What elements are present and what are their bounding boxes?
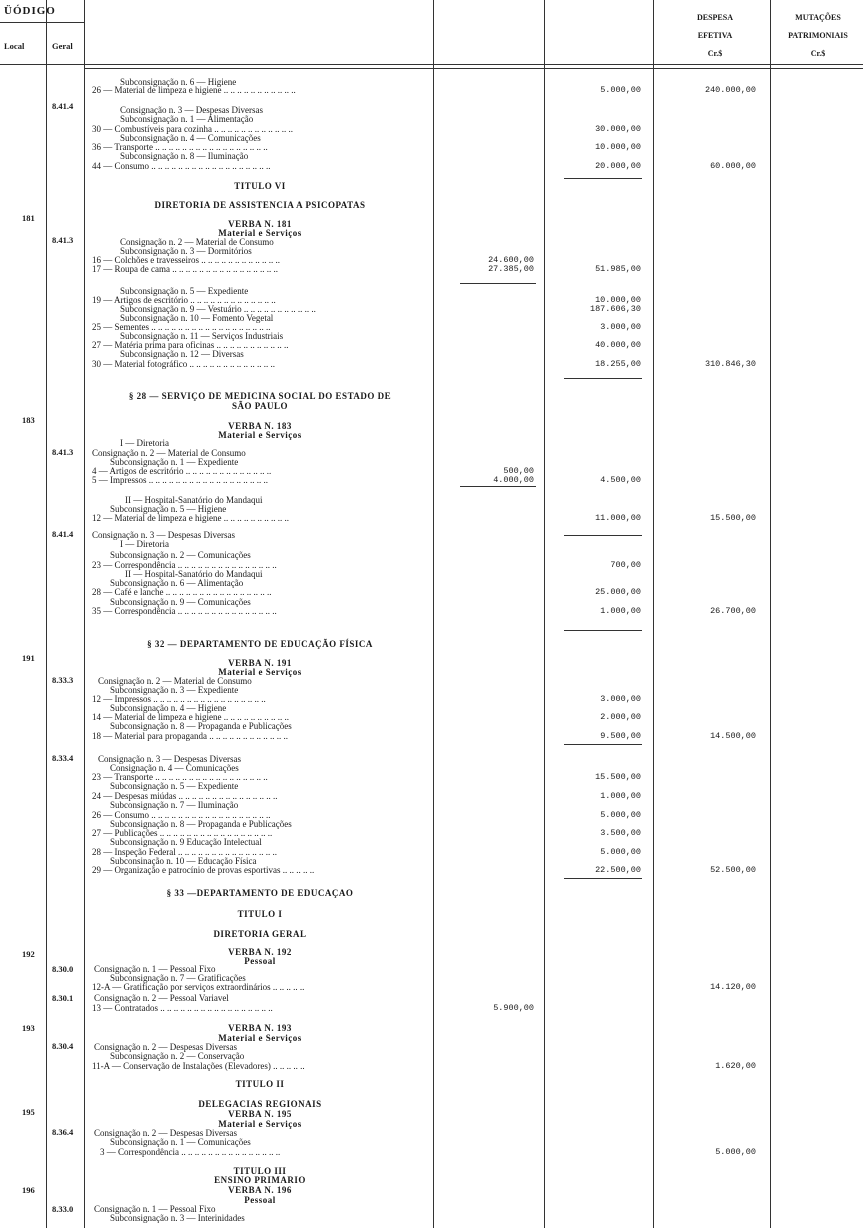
ledger-line: Consignação n. 2 — Material de Consumo xyxy=(92,448,246,458)
ledger-line: 23 — Transporte .. .. .. .. .. .. .. .. .. .. .. .. .. .. .. .. .. xyxy=(92,772,268,782)
geral-code: 8.33.0 xyxy=(52,1204,74,1214)
ledger-line: II — Hospital-Sanatório do Mandaqui xyxy=(125,569,263,579)
section-title: § 32 — DEPARTAMENTO DE EDUCAÇÃO FÍSICA xyxy=(147,639,373,649)
section-title: § 28 — SERVIÇO DE MEDICINA SOCIAL DO ESTADO DE xyxy=(128,391,392,401)
amount-col2: 3.000,00 xyxy=(600,694,641,704)
rule-col3-col4 xyxy=(770,0,771,1228)
header-mut-2: PATRIMONIAIS xyxy=(788,31,848,40)
ledger-line: II — Hospital-Sanatório do Mandaqui xyxy=(125,495,263,505)
section-title: Material e Serviços xyxy=(218,228,302,238)
ledger-line: Subconsignação n. 1 — Expediente xyxy=(110,457,239,467)
ledger-line: Consignação n. 1 — Pessoal Fixo xyxy=(94,964,216,974)
amount-col2: 3.500,00 xyxy=(600,828,641,838)
header-despesa-1: DESPESA xyxy=(696,13,733,22)
sum-line xyxy=(564,744,642,745)
section-title: ENSINO PRIMARIO xyxy=(214,1175,306,1185)
header-geral: Geral xyxy=(52,41,73,51)
header-local: Local xyxy=(4,41,25,51)
ledger-line: Subconsignação n. 5 — Expediente xyxy=(120,286,249,296)
amount-col1: 27.385,00 xyxy=(488,264,534,274)
rule-col1-col2 xyxy=(544,0,545,1228)
sum-line xyxy=(564,878,642,879)
section-title: DELEGACIAS REGIONAIS xyxy=(198,1099,322,1109)
section-title: VERBA N. 193 xyxy=(228,1023,292,1033)
ledger-line: 11-A — Conservação de Instalações (Elevadores) .. .. .. .. .. xyxy=(92,1061,305,1071)
ledger-line: Subconsignação n. 10 — Fomento Vegetal xyxy=(120,313,274,323)
header-codigo: ÜÓDIGO xyxy=(4,5,56,17)
amount-col2: 1.000,00 xyxy=(600,791,641,801)
ledger-line: 26 — Material de limpeza e higiene .. .. .. .. .. .. .. .. .. .. .. xyxy=(92,85,296,95)
header-bottom-rule-2 xyxy=(84,68,863,69)
section-title: Material e Serviços xyxy=(218,1119,302,1129)
section-title: VERBA N. 181 xyxy=(228,219,292,229)
geral-code: 8.41.3 xyxy=(52,447,74,457)
section-title: VERBA N. 192 xyxy=(228,947,292,957)
geral-code: 8.30.4 xyxy=(52,1041,74,1051)
sum-line xyxy=(564,178,642,179)
amount-col3: 52.500,00 xyxy=(710,865,756,875)
ledger-line: 3 — Correspondência .. .. .. .. .. .. .. .. .. .. .. .. .. .. .. xyxy=(100,1147,281,1157)
amount-col3: 14.500,00 xyxy=(710,731,756,741)
geral-code: 8.36.4 xyxy=(52,1127,74,1137)
header-top-rule xyxy=(0,22,84,23)
ledger-line: 14 — Material de limpeza e higiene .. .. .. .. .. .. .. .. .. .. xyxy=(92,712,289,722)
geral-code: 8.33.4 xyxy=(52,753,74,763)
ledger-line: I — Diretoria xyxy=(120,438,169,448)
header-despesa-3: Cr.$ xyxy=(707,49,723,58)
amount-col2: 10.000,00 xyxy=(595,142,641,152)
ledger-line: 23 — Correspondência .. .. .. .. .. .. .. .. .. .. .. .. .. .. .. xyxy=(92,560,277,570)
ledger-line: 5 — Impressos .. .. .. .. .. .. .. .. .. .. .. .. .. .. .. .. .. .. xyxy=(92,475,268,485)
amount-col2: 51.985,00 xyxy=(595,264,641,274)
ledger-line: Subconsignação n. 1 — Comunicações xyxy=(110,1137,251,1147)
ledger-line: Consignação n. 3 — Despesas Diversas xyxy=(120,105,263,115)
amount-col3: 240.000,00 xyxy=(704,85,756,95)
rule-text-col1 xyxy=(433,0,434,1228)
ledger-line: 28 — Café e lanche .. .. .. .. .. .. .. .. .. .. .. .. .. .. .. .. xyxy=(92,587,272,597)
ledger-line: 12 — Material de limpeza e higiene .. .. .. .. .. .. .. .. .. .. xyxy=(92,513,289,523)
local-code: 195 xyxy=(22,1107,35,1117)
sum-line xyxy=(564,630,642,631)
ledger-line: Consignação n. 4 — Comunicações xyxy=(110,763,239,773)
ledger-line: I — Diretoria xyxy=(120,539,169,549)
amount-col2: 700,00 xyxy=(610,560,641,570)
amount-col2: 1.000,00 xyxy=(600,606,641,616)
amount-col1: 24.600,00 xyxy=(488,255,534,265)
local-code: 191 xyxy=(22,653,35,663)
amount-col2: 22.500,00 xyxy=(595,865,641,875)
amount-col2: 10.000,00 xyxy=(595,295,641,305)
ledger-line: 35 — Correspondência .. .. .. .. .. .. .. .. .. .. .. .. .. .. .. xyxy=(92,606,277,616)
ledger-line: 25 — Sementes .. .. .. .. .. .. .. .. .. .. .. .. .. .. .. .. .. .. xyxy=(92,322,271,332)
amount-col2: 2.000,00 xyxy=(600,712,641,722)
ledger-line: Subconsignação n. 12 — Diversas xyxy=(120,349,244,359)
section-title: Pessoal xyxy=(244,956,276,966)
section-title: Material e Serviços xyxy=(218,430,302,440)
amount-col3: 14.120,00 xyxy=(710,982,756,992)
section-title: Pessoal xyxy=(244,1195,276,1205)
amount-col2: 15.500,00 xyxy=(595,772,641,782)
ledger-line: Subconsignação n. 2 — Comunicações xyxy=(110,550,251,560)
ledger-line: Consignação n. 2 — Material de Consumo xyxy=(98,676,252,686)
amount-col3: 1.620,00 xyxy=(715,1061,756,1071)
header-bottom-rule xyxy=(0,64,863,65)
section-title: § 33 —DEPARTAMENTO DE EDUCAÇAO xyxy=(166,888,354,898)
amount-col1: 500,00 xyxy=(503,466,534,476)
section-title: DIRETORIA DE ASSISTENCIA A PSICOPATAS xyxy=(154,200,366,210)
ledger-line: Subconsignação n. 5 — Higiene xyxy=(110,504,227,514)
geral-code: 8.30.0 xyxy=(52,964,74,974)
geral-code: 8.41.4 xyxy=(52,529,74,539)
ledger-line: Subconsignação n. 9 Educação Intelectual xyxy=(110,837,262,847)
amount-col2: 11.000,00 xyxy=(595,513,641,523)
ledger-line: 27 — Matéria prima para oficinas .. .. .. .. .. .. .. .. .. .. .. xyxy=(92,340,289,350)
ledger-line: Consignação n. 2 — Material de Consumo xyxy=(120,237,274,247)
header-despesa-2: EFETIVA xyxy=(697,31,733,40)
local-code: 193 xyxy=(22,1023,35,1033)
geral-code: 8.30.1 xyxy=(52,993,74,1003)
ledger-line: 44 — Consumo .. .. .. .. .. .. .. .. .. .. .. .. .. .. .. .. .. .. xyxy=(92,161,271,171)
ledger-line: Subconsignação n. 6 — Higiene xyxy=(120,77,237,87)
amount-col2: 5.000,00 xyxy=(600,847,641,857)
amount-col2: 40.000,00 xyxy=(595,340,641,350)
ledger-line: Subconsignação n. 3 — Dormitórios xyxy=(120,246,252,256)
ledger-line: Subconsignação n. 3 — Expediente xyxy=(110,685,239,695)
amount-col3: 60.000,00 xyxy=(710,161,756,171)
ledger-line: Consignação n. 2 — Despesas Diversas xyxy=(94,1042,237,1052)
ledger-line: 36 — Transporte .. .. .. .. .. .. .. .. .. .. .. .. .. .. .. .. .. xyxy=(92,142,268,152)
ledger-line: Subconsignação n. 3 — Interinidades xyxy=(110,1213,245,1223)
geral-code: 8.41.4 xyxy=(52,101,74,111)
ledger-line: Subconsignação n. 1 — Alimentação xyxy=(120,114,254,124)
section-title: VERBA N. 191 xyxy=(228,658,292,668)
ledger-line: Consignação n. 1 — Pessoal Fixo xyxy=(94,1204,216,1214)
ledger-line: 16 — Colchões e travesseiros .. .. .. .. .. .. .. .. .. .. .. .. xyxy=(92,255,280,265)
ledger-line: Subconsignação n. 8 — Propaganda e Publicações xyxy=(110,819,292,829)
ledger-line: 28 — Inspeção Federal .. .. .. .. .. .. .. .. .. .. .. .. .. .. .. xyxy=(92,847,277,857)
ledger-line: Subconsinação n. 10 — Educação Física xyxy=(110,856,257,866)
amount-col3: 26.700,00 xyxy=(710,606,756,616)
ledger-line: Subconsignação n. 6 — Alimentação xyxy=(110,578,244,588)
local-code: 192 xyxy=(22,949,35,959)
ledger-line: 30 — Combustíveis para cozinha .. .. .. .. .. .. .. .. .. .. .. .. xyxy=(92,124,293,134)
amount-col3: 15.500,00 xyxy=(710,513,756,523)
ledger-line: 12 — Impressos .. .. .. .. .. .. .. .. .. .. .. .. .. .. .. .. .. xyxy=(92,694,266,704)
ledger-line: Subconsignação n. 2 — Conservação xyxy=(110,1051,245,1061)
amount-col1: 5.900,00 xyxy=(493,1003,534,1013)
ledger-line: 13 — Contratados .. .. .. .. .. .. .. .. .. .. .. .. .. .. .. .. .. xyxy=(92,1003,273,1013)
ledger-line: 26 — Consumo .. .. .. .. .. .. .. .. .. .. .. .. .. .. .. .. .. .. xyxy=(92,810,271,820)
section-title: TITULO I xyxy=(237,909,283,919)
section-title: SÃO PAULO xyxy=(231,401,289,411)
amount-col2: 3.000,00 xyxy=(600,322,641,332)
section-title: TITULO II xyxy=(235,1079,285,1089)
ledger-line: Subconsignação n. 11 — Serviços Industriais xyxy=(120,331,284,341)
geral-code: 8.33.3 xyxy=(52,675,74,685)
ledger-line: 30 — Material fotográfico .. .. .. .. .. .. .. .. .. .. .. .. .. xyxy=(92,359,275,369)
ledger-line: 19 — Artigos de escritório .. .. .. .. .. .. .. .. .. .. .. .. .. xyxy=(92,295,276,305)
local-code: 196 xyxy=(22,1185,35,1195)
sum-line xyxy=(460,486,536,487)
section-title: DIRETORIA GERAL xyxy=(213,929,307,939)
ledger-line: Subconsignação n. 7 — Gratificações xyxy=(110,973,246,983)
ledger-line: 12-A — Gratificação por serviços extraordinários .. .. .. .. .. xyxy=(92,982,305,992)
sum-line xyxy=(564,535,642,536)
sum-line xyxy=(460,283,536,284)
amount-col2: 30.000,00 xyxy=(595,124,641,134)
ledger-line: 4 — Artigos de escritório .. .. .. .. .. .. .. .. .. .. .. .. .. xyxy=(92,466,272,476)
ledger-line: 29 — Organização e patrocínio de provas esportivas .. .. .. .. .. xyxy=(92,865,315,875)
ledger-line: 17 — Roupa de cama .. .. .. .. .. .. .. .. .. .. .. .. .. .. .. .. xyxy=(92,264,278,274)
local-code: 181 xyxy=(22,213,35,223)
amount-col2: 187.606,30 xyxy=(589,304,641,314)
ledger-line: 18 — Material para propaganda .. .. .. .. .. .. .. .. .. .. .. .. xyxy=(92,731,288,741)
rule-local-geral xyxy=(46,0,47,1228)
header-mut-3: Cr.$ xyxy=(810,49,826,58)
amount-col2: 5.000,00 xyxy=(600,810,641,820)
section-title: Material e Serviços xyxy=(218,667,302,677)
ledger-line: 27 — Publicações .. .. .. .. .. .. .. .. .. .. .. .. .. .. .. .. .. xyxy=(92,828,273,838)
ledger-line: Consignação n. 2 — Despesas Diversas xyxy=(94,1128,237,1138)
ledger-line: Subconsignação n. 5 — Expediente xyxy=(110,781,239,791)
ledger-line: Subconsignação n. 4 — Higiene xyxy=(110,703,227,713)
rule-col2-col3 xyxy=(653,0,654,1228)
rule-geral-text xyxy=(84,0,85,1228)
ledger-line: Consignação n. 3 — Despesas Diversas xyxy=(98,754,241,764)
ledger-line: Subconsignação n. 9 — Vestuário .. .. .. .. .. .. .. .. .. .. .. xyxy=(120,304,316,314)
ledger-line: Consignação n. 3 — Despesas Diversas xyxy=(92,530,235,540)
ledger-line: Consignação n. 2 — Pessoal Variavel xyxy=(94,993,229,1003)
ledger-line: 24 — Despesas miúdas .. .. .. .. .. .. .. .. .. .. .. .. .. .. .. xyxy=(92,791,278,801)
ledger-line: Subconsignação n. 4 — Comunicações xyxy=(120,133,261,143)
sum-line xyxy=(564,378,642,379)
section-title: VERBA N. 195 xyxy=(228,1109,292,1119)
ledger-line: Subconsignação n. 9 — Comunicações xyxy=(110,597,251,607)
local-code: 183 xyxy=(22,415,35,425)
amount-col2: 25.000,00 xyxy=(595,587,641,597)
amount-col2: 9.500,00 xyxy=(600,731,641,741)
section-title: VERBA N. 196 xyxy=(228,1185,292,1195)
amount-col3: 5.000,00 xyxy=(715,1147,756,1157)
amount-col2: 20.000,00 xyxy=(595,161,641,171)
ledger-line: Subconsignação n. 8 — Iluminação xyxy=(120,151,249,161)
amount-col3: 310.846,30 xyxy=(704,359,756,369)
ledger-line: Subconsignação n. 8 — Propaganda e Publicações xyxy=(110,721,292,731)
section-title: VERBA N. 183 xyxy=(228,421,292,431)
header-mut-1: MUTAÇÕES xyxy=(795,13,841,22)
amount-col1: 4.000,00 xyxy=(493,475,534,485)
section-title: TITULO VI xyxy=(234,181,286,191)
section-title: Material e Serviços xyxy=(218,1033,302,1043)
geral-code: 8.41.3 xyxy=(52,235,74,245)
amount-col2: 5.000,00 xyxy=(600,85,641,95)
amount-col2: 4.500,00 xyxy=(600,475,641,485)
section-title: TITULO III xyxy=(233,1166,287,1176)
ledger-line: Subconsignação n. 7 — Iluminação xyxy=(110,800,239,810)
amount-col2: 18.255,00 xyxy=(595,359,641,369)
